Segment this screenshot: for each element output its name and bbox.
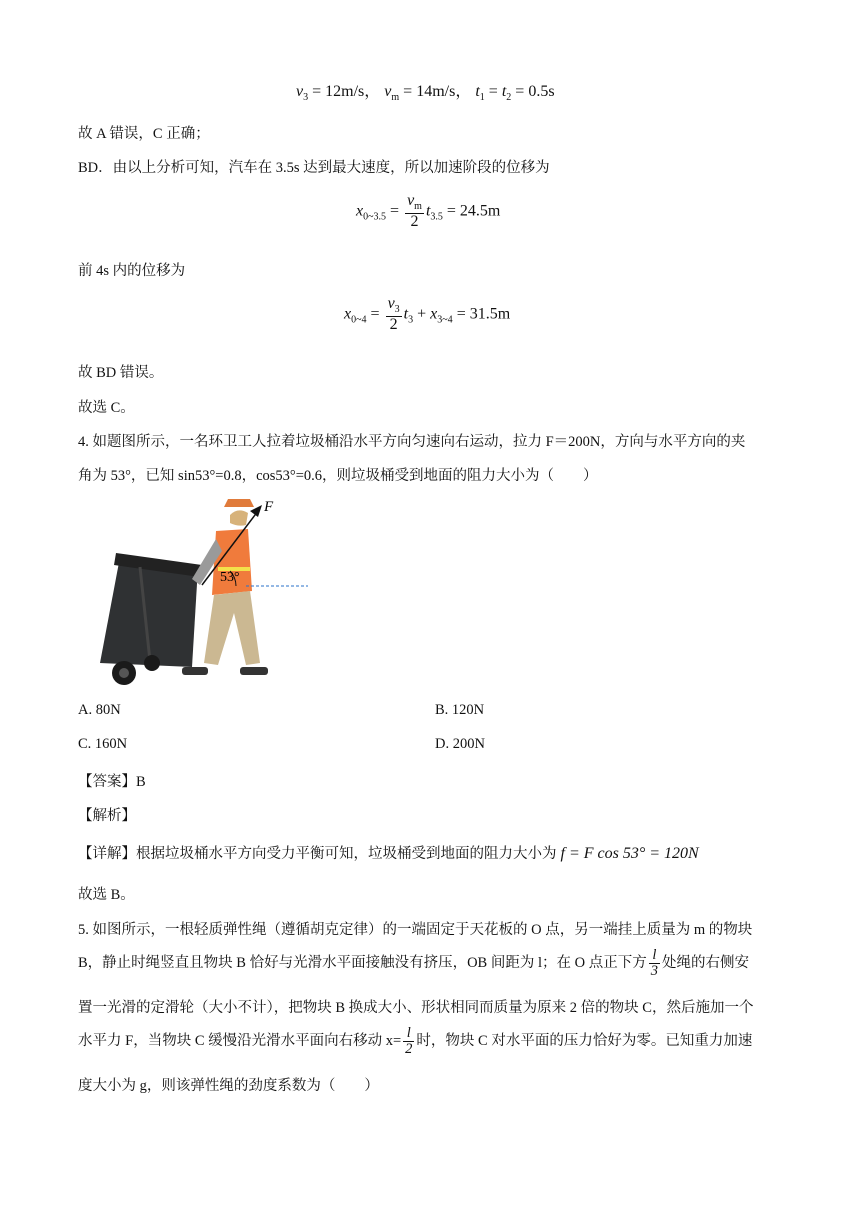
option-c[interactable]: C. 160N (78, 736, 128, 752)
q5-text-line3: 置一光滑的定滑轮（大小不计），把物块 B 换成大小、形状相同而质量为原来 2 倍的物块 C，然后施加一个 (78, 1000, 754, 1016)
equation-displacement-accel: $x_{0\sim 3.5}$ = $\frac{v_m}{2}$ $t_{3.5} = 24.5m$ (356, 192, 501, 230)
vm-value: 14m/s (416, 83, 456, 100)
q4-detail-equation: f = F cos 53° = 120N (560, 845, 699, 862)
option-d[interactable]: D. 200N (435, 736, 485, 752)
option-a[interactable]: A. 80N (78, 702, 121, 718)
angle-label: 53° (220, 570, 240, 585)
force-label: F (264, 499, 274, 515)
q5-text-line2: B，静止时绳竖直且物块 B 恰好与光滑水平面接触没有挤压，OB 间距为 l；在 O 点正下方 $\frac{l}{3}$ 处绳的右侧安 (78, 946, 749, 980)
q4-figure-worker-bin (80, 495, 320, 695)
q5-text-line1: 5. 如图所示，一根轻质弹性绳（遵循胡克定律）的一端固定于天花板的 O 点，另一端挂上质量为 m 的物块 (78, 922, 753, 938)
q4-detail: 【详解】根据垃圾桶水平方向受力平衡可知，垃圾桶受到地面的阻力大小为 f = F cos 53° = 120N (78, 845, 699, 862)
text-choose-c: 故选 C。 (78, 400, 135, 416)
q4-choose: 故选 B。 (78, 887, 135, 903)
q4-analysis-heading: 【解析】 (78, 808, 136, 824)
q5-text-line4: 水平力 F，当物块 C 缓慢沿光滑水平面向右移动 x= $\frac{l}{2}$ 时，物块 C 对水平面的压力恰好为零。已知重力加速 (78, 1024, 753, 1058)
text-4s: 前 4s 内的位移为 (78, 263, 186, 279)
text-bd-analysis: BD．由以上分析可知，汽车在 3.5s 达到最大速度，所以加速阶段的位移为 (78, 160, 550, 176)
q4-answer: 【答案】B (78, 774, 146, 790)
q5-text-line5: 度大小为 g，则该弹性绳的劲度系数为（ ） (78, 1078, 379, 1094)
v3-value: 12m/s (325, 83, 365, 100)
equation-speeds: $v_3 = 12m/s$， $v_m = 14m/s$， $t_1 = t_2 = 0.5s$ (296, 83, 555, 103)
q4-text-line1: 4. 如题图所示，一名环卫工人拉着垃圾桶沿水平方向匀速向右运动，拉力 F＝200N，方向与水平方向的夹 (78, 434, 746, 450)
text-bd-wrong: 故 BD 错误。 (78, 365, 164, 381)
q4-text-line2: 角为 53°，已知 sin53°=0.8，cos53°=0.6，则垃圾桶受到地面的阻力大小为（ ） (78, 468, 598, 484)
trash-bin-icon (100, 553, 202, 685)
fraction-l-2: $\frac{l}{2}$ (405, 1024, 413, 1058)
fraction-l-3: $\frac{l}{3}$ (650, 946, 658, 980)
option-b[interactable]: B. 120N (435, 702, 485, 718)
equation-displacement-4s: $x_{0\sim 4}$ = $\frac{v_3}{2}$ $t_3 + x_{3\sim 4} = 31.5m$ (344, 295, 511, 333)
text-a-wrong: 故 A 错误，C 正确； (78, 126, 210, 142)
t-value: 0.5s (528, 83, 555, 100)
